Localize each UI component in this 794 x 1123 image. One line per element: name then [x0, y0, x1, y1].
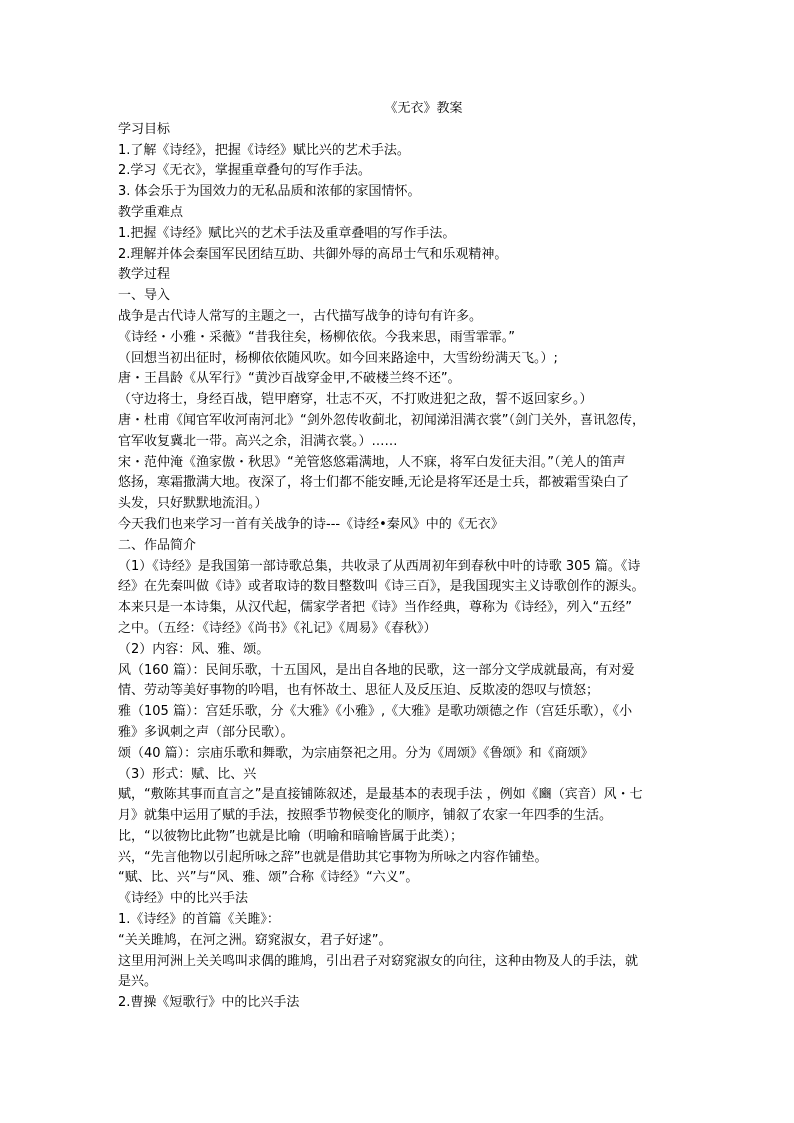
- text-line: 一、导入: [118, 288, 171, 304]
- text-line: 颂（40 篇）：宗庙乐歌和舞歌，为宗庙祭祀之用。分为《周颂》《鲁颂》和《商颂》: [118, 745, 594, 761]
- text-line: 战争是古代诗人常写的主题之一，古代描写战争的诗句有许多。: [118, 308, 483, 324]
- text-line: 头发，只好默默地流泪。）: [118, 496, 268, 512]
- text-line: “赋、比、兴”与“风、雅、颂”合称《诗经》“六义”。: [118, 870, 419, 886]
- text-line: 3. 体会乐于为国效力的无私品质和浓郁的家国情怀。: [118, 184, 421, 200]
- text-line: 《诗经・小雅・采薇》“昔我往矣，杨柳依依。今我来思，雨雪霏霏。”: [118, 329, 515, 345]
- text-line: 之中。（五经：《诗经》《尚书》《礼记》《周易》《春秋》）: [118, 620, 437, 636]
- text-line: 比，“以彼物比此物”也就是比喻（明喻和暗喻皆属于此类）；: [118, 828, 463, 844]
- text-line: 唐・王昌龄《从军行》“黄沙百战穿金甲,不破楼兰终不还”。: [118, 371, 461, 387]
- text-line: 兴，“先言他物以引起所咏之辞”也就是借助其它事物为所咏之内容作铺垫。: [118, 849, 548, 865]
- text-line: 1.了解《诗经》，把握《诗经》赋比兴的艺术手法。: [118, 142, 410, 158]
- text-line: （守边将士，身经百战，铠甲磨穿，壮志不灭，不打败进犯之敌，誓不返回家乡。）: [118, 392, 593, 408]
- text-line: 悠扬，寒霜撒满大地。夜深了，将士们都不能安睡,无论是将军还是士兵，都被霜雪染白了: [118, 475, 630, 491]
- text-line: 2.学习《无衣》，掌握重章叠句的写作手法。: [118, 163, 371, 179]
- text-line: 二、作品简介: [118, 537, 197, 553]
- text-line: 学习目标: [118, 121, 171, 137]
- text-line: 雅（105 篇）：宫廷乐歌，分《大雅》《小雅》,《大雅》是歌功颂德之作（宫廷乐歌），《小: [118, 704, 633, 720]
- text-line: 本来只是一本诗集，从汉代起，儒家学者把《诗》当作经典，尊称为《诗经》，列入“五经”: [118, 600, 632, 616]
- text-line: 风（160 篇）：民间乐歌，十五国风，是出自各地的民歌，这一部分文学成就最高，有对爱: [118, 662, 635, 678]
- text-line: 教学过程: [118, 267, 171, 283]
- text-line: 宋・范仲淹《渔家傲・秋思》“羌管悠悠霜满地，人不寐，将军白发征夫泪。”（羌人的笛声: [118, 454, 626, 470]
- document-body: [118, 120, 709, 1014]
- text-line: 1.把握《诗经》赋比兴的艺术手法及重章叠唱的写作手法。: [118, 225, 456, 241]
- text-line: 这里用河洲上关关鸣叫求偶的雎鸠，引出君子对窈窕淑女的向往，这种由物及人的手法，就: [118, 953, 639, 969]
- text-line: 唐・杜甫《闻官军收河南河北》“剑外忽传收蓟北，初闻涕泪满衣裳”（剑门关外，喜讯忽传，: [118, 412, 645, 428]
- text-line: 雅》多讽刺之声（部分民歌）。: [118, 724, 294, 740]
- text-line: 月》就集中运用了赋的手法，按照季节物候变化的顺序，铺叙了农家一年四季的生活。: [118, 808, 613, 824]
- text-line: 是兴。: [118, 974, 158, 990]
- text-line: 赋，“敷陈其事而直言之”是直接铺陈叙述，是最基本的表现手法 ，例如《豳（宾音）风・七: [118, 787, 643, 803]
- text-line: 今天我们也来学习一首有关战争的诗---《诗经•秦风》中的《无衣》: [118, 516, 504, 532]
- text-line: （回想当初出征时，杨柳依依随风吹。如今回来路途中，大雪纷纷满天飞。）;: [118, 350, 558, 366]
- text-line: 教学重难点: [118, 204, 184, 220]
- text-line: （2）内容：风、雅、颂。: [118, 641, 270, 657]
- text-line: 情、劳动等美好事物的吟唱，也有怀故土、思征人及反压迫、反欺凌的怨叹与愤怒；: [118, 683, 600, 699]
- text-line: （1）《诗经》是我国第一部诗歌总集，共收录了从西周初年到春秋中叶的诗歌 305 篇。《诗: [118, 558, 641, 574]
- text-line: 经》在先秦叫做《诗》或者取诗的数目整数叫《诗三百》，是我国现实主义诗歌创作的源头。: [118, 579, 645, 595]
- text-line: （3）形式：赋、比、兴: [118, 766, 257, 782]
- text-line: 2.曹操《短歌行》中的比兴手法: [118, 995, 300, 1011]
- text-line: 1.《诗经》的首篇《关雎》：: [118, 912, 280, 928]
- text-line: “关关雎鸠，在河之洲。窈窕淑女，君子好逑”。: [118, 932, 392, 948]
- text-line: 2.理解并体会秦国军民团结互助、共御外辱的高昂士气和乐观精神。: [118, 246, 508, 262]
- document-title: 《无衣》教案: [384, 101, 463, 116]
- text-line: 《诗经》中的比兴手法: [118, 891, 249, 907]
- text-line: 官军收复冀北一带。高兴之余，泪满衣裳。）……: [118, 433, 398, 449]
